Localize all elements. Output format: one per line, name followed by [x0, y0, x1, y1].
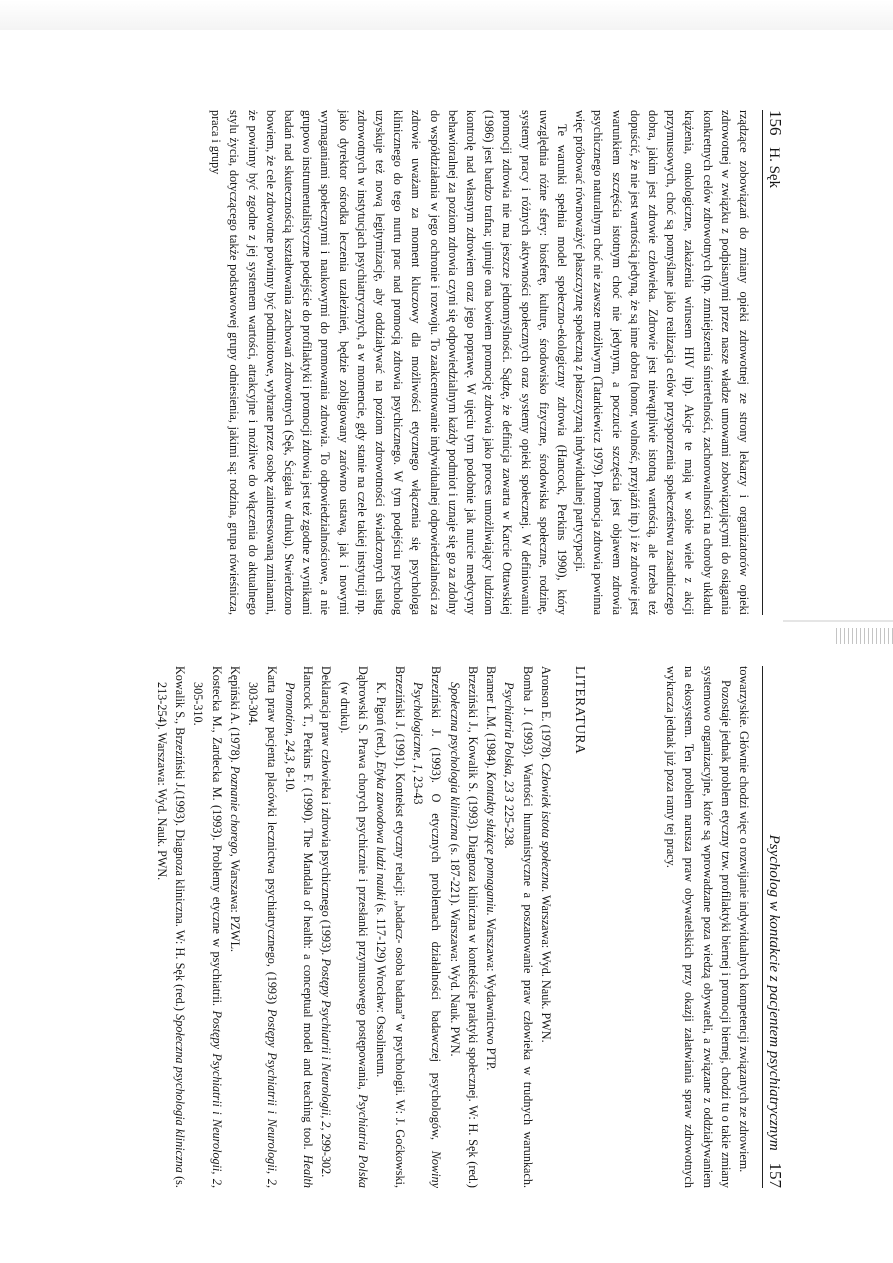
reference-list [152, 666, 555, 1188]
right-body-text [662, 666, 753, 1188]
reference-item [537, 666, 555, 1188]
reference-title: Społeczna psychologia kliniczna [447, 682, 462, 841]
reference-tail: (s. 117-129) Wrocław: Ossolineum. [374, 900, 389, 1078]
reference-tail: 8-10. [282, 764, 297, 793]
reference-text: Brzeziński J., Kowalik S. (1993). Diagnoza kliniczna w kontekście praktyki społecznej. W: H. Sęk (red.) [465, 666, 480, 1188]
reference-text: Brzeziński J. (1993). O etycznych problemach działalności badawczej psychologów, [429, 666, 444, 1151]
left-paragraph-2: Te warunki spełnia model społeczno-ekologiczny zdrowia (Hancock, Perkins 1990), który uwzględnia różne sfery: biosferę, kulturę, środowisko fizyczne, środowiska społeczne, rodzinę, systemy pracy i różnych aktywności społecznych oraz systemy opieki społecznej. W definiowaniu promocji zdrowia nie ma jeszcze jednomyślności. Sądzę, że definicja zawarta w Karcie Ottawskiej (1986) jest bardzo trafna; ujmuje ona bowiem promocję zdrowia jako proces umożliwiający ludziom kontrolę nad własnym zdrowiem oraz jego poprawę. W ujęciu tym podobnie jak nurcie medycyny behawioralnej za poziom zdrowia czyni się odpowiedzialnym każdy podmiot i uznaje się go za zdolny do współdziałania w jego ochronie i rozwoju. To zaakcentowanie indywidualnej odpowiedzialności za zdrowie uważam za moment kluczowy dla możliwości etycznego włączenia się psychologa klinicznego do tego nurtu prac nad promocją zdrowia psychicznego. W tym podejściu psycholog uzyskuje też nową legitymizację, aby oddziaływać na poziom zdrowotności świadczonych usług zdrowotnych w instytucjach psychiatrycznych, a w momencie, gdy stanie na czele takiej instytucji np. jako dyrektor ośrodka leczenia uzależnień, będzie zobligowany zarówno ustawą, jak i nowymi wymaganiami społecznymi i naukowymi do promowania zdrowia. To odpowiedzialnościowe, a nie grupowo instrumentalistyczne podejście do profilaktyki i promocji zdrowia jest też zgodne z wynikami badań nad skutecznością kształtowania zachowań zdrowotnych (Sęk, Ścigała w druku). Stwierdzono bowiem, że cele zdrowotne powinny być podmiotowe, wybrane przez osobę zainteresowaną zmianami, że powinny być zgodne z jej systemem wartości, atrakcyjne i możliwe do włączenia do aktualnego stylu życia, dotyczącego także podstawowej grupy odniesienia, jakimi są: rodzina, grupa rówieśnicza, praca i grupy [209, 110, 569, 615]
reference-text: Karta praw pacjenta placówki lecznictwa psychiatrycznego, (1993) [264, 666, 279, 1009]
reference-text: Dąbrowski S. Prawa chorych psychicznie i przesłanki przymusowego postępowania, [356, 666, 371, 1095]
left-page [0, 0, 893, 617]
reference-title: Etyka zawodowa ludzi nauki [374, 761, 389, 901]
reference-tail: (w druku). [337, 682, 352, 734]
reference-text: Hancock T., Perkins F. (1990). The Mandala of health: a conceptual model and teaching tool. [301, 666, 316, 1155]
left-header-rule [762, 110, 763, 615]
reference-tail: 23-43 [410, 773, 425, 805]
reference-item [281, 666, 318, 1188]
scan-speckle [833, 628, 893, 644]
reference-title: Psychiatria Polska [356, 1094, 371, 1189]
reference-title: Health Promotion, 24,3, [282, 682, 316, 1188]
left-body-text [207, 110, 753, 615]
reference-item [189, 666, 226, 1188]
reference-title: Społeczna psychologia kliniczna [173, 1014, 188, 1173]
reference-item [152, 666, 189, 1188]
reference-tail: . Warszawa: Wyd. Nauk. PWN. [539, 889, 553, 1043]
reference-tail: 225-238. [502, 801, 517, 849]
reference-tail: . Warszawa: Wydawnictwo PTP. [484, 912, 499, 1071]
reference-title: Psychiatria Polska, 23 3 [502, 682, 517, 802]
reference-text: Aronson E. (1978). [539, 666, 553, 764]
reference-tail: 299-302. [319, 1130, 334, 1178]
left-page-number: 156 [766, 110, 785, 136]
gutter-mark [783, 620, 893, 622]
right-header-title: Psycholog w kontakcie z pacjentem psychiatrycznym [766, 834, 782, 1151]
literature-heading: LITERATURA [573, 666, 588, 755]
left-header-author: H. Sęk [766, 147, 782, 189]
reference-title: Nowiny Psychologiczne, 1, [410, 682, 444, 1188]
right-page-number: 157 [766, 1162, 785, 1188]
reference-tail: 303-304. [246, 682, 261, 726]
right-header-rule [762, 666, 763, 1188]
reference-item [244, 666, 281, 1188]
reference-item [335, 666, 372, 1188]
reference-item [482, 666, 500, 1188]
reference-item [500, 666, 537, 1188]
reference-tail: (s. 213-254). Warszawa: Wyd. Nauk. PWN. [154, 682, 188, 1188]
reference-title: Poznanie chorego [227, 765, 242, 854]
reference-title: Postępy Psychiatrii i Neurologii, 2, [319, 958, 334, 1131]
reference-item [372, 666, 409, 1188]
reference-text: Deklaracja praw człowieka i zdrowia psychicznego (1993). [319, 666, 334, 959]
left-paragraph-1: rządzące zobowiązań do zmiany opieki zdrowotnej ze strony lekarzy i organizatorów opieki zdrowotnej w związku z podpisanymi przez nasze władze umowami zobowiązującymi do osiągania konkretnych celów zdrowotnych (np. zmniejszenia śmiertelności, zachorowalności na choroby układu krążenia, onkologiczne, zakażenia wirusem HIV itp). Akcje te mają w sobie wiele z akcji przymusowych, choć są pomyślane jako realizacja celów przysporzenia społeczeństwu zasadniczego dobra, jakim jest zdrowie człowieka. Zdrowie jest niewątpliwie istotną wartością, ale trzeba też dopuścić, że nie jest wartością jedyną, że są inne dobra (honor, wolność, przyjaźń itp.) i że zdrowie jest warunkiem szczęścia istotnym choć nie jedynym, a poczucie szczęścia jest objawem zdrowia psychicznego naturalnym choć nie zawsze możliwym (Tatarkiewicz 1979). Promocja zdrowia powinna więc próbować równoważyć płaszczyznę społeczną z płaszczyzną indywidualnej partycypacji. [573, 110, 751, 615]
reference-text: Brzeziński J. (1991). Kontekst etyczny relacji: „badacz- osoba badana” w psychologii. W: J. Goćkowski, K. Pigoń (red.), [374, 666, 407, 1188]
reference-item [409, 666, 446, 1188]
reference-text: Bomba J. (1993). Wartości humanistyczne a poszanowanie praw człowieka w trudnych warunkach. [520, 666, 535, 1188]
reference-item [445, 666, 482, 1188]
left-running-header [765, 110, 785, 188]
reference-text: Bramer L.M. (1984). [484, 666, 499, 772]
reference-tail: 305-310. [191, 682, 206, 726]
reference-text: Kowalik S., Brzeziński J.(1993). Diagnoza kliniczna. W: H. Sęk (red.) [173, 666, 188, 1015]
right-paragraph-1: towarzyskie. Głównie chodzi więc o rozwijanie indywidualnych kompetencji związanych ze zdrowiem. [737, 666, 751, 1173]
reference-title: Postępy Psychiatrii i Neurologii, 2, [209, 1010, 224, 1188]
reference-text: Kępiński A. (1978). [227, 666, 242, 766]
reference-item [317, 666, 335, 1188]
reference-item [226, 666, 244, 1188]
reference-title: Postępy Psychiatrii i Neurologii, 2, [264, 1008, 279, 1188]
reference-title: Człowiek istota społeczna [539, 763, 553, 890]
reference-tail: , Warszawa: PZWL. [227, 853, 242, 953]
reference-title: Kontakty służące pomaganiu [484, 771, 499, 913]
right-running-header [765, 666, 785, 1188]
reference-tail: (s. 187-221). Warszawa: Wyd. Nauk. PWN. [447, 840, 462, 1057]
reference-text: Kostecka M., Zardecka M. (1993). Problemy etyczne w psychiatrii. [209, 666, 224, 1011]
right-paragraph-2: Pozostaje jednak problem etyczny tzw. profilaktyki biernej i promocji biernej, chodzi tu o takie zmiany systemowo organizacyjne, które są wprowadzane poza wiedzą obywateli, a związane z oddziaływaniem na ekosystem. Ten problem narusza praw obywatelskich przy okazji załatwiania spraw zdrowotnych wykracza jednak już poza ramy tej pracy. [664, 666, 733, 1188]
right-page [0, 646, 893, 1263]
